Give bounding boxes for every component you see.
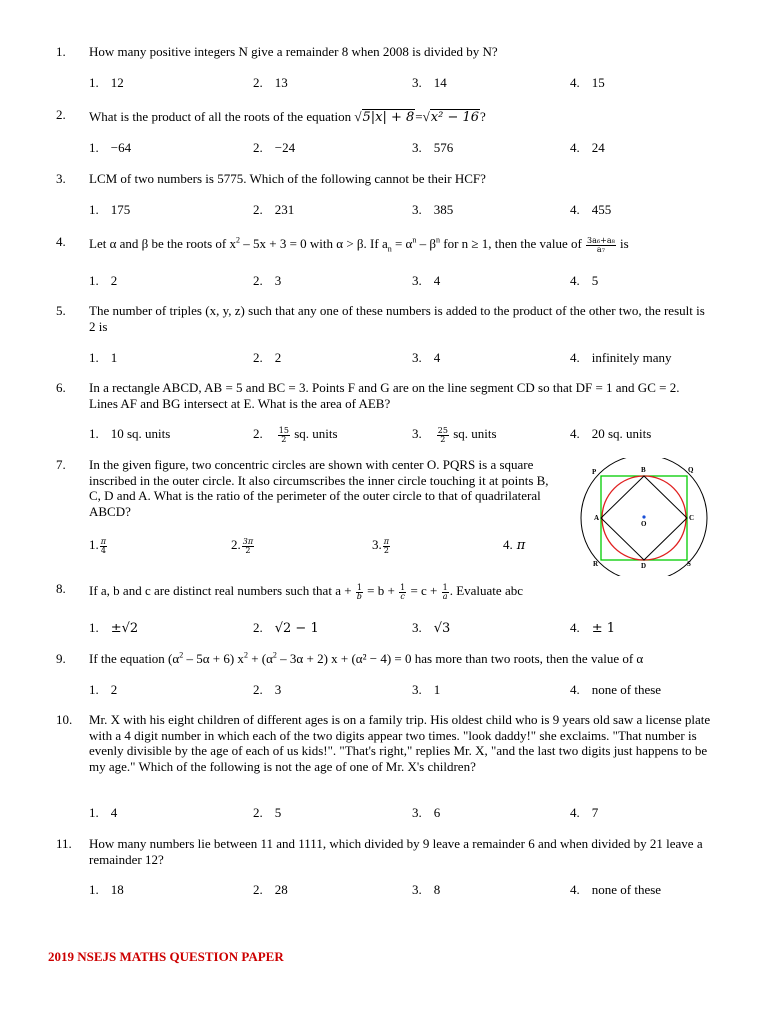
numerator: 1 xyxy=(442,582,448,592)
option-1[interactable] xyxy=(89,682,117,698)
text-part: – β xyxy=(416,236,436,251)
question-text: The number of triples (x, y, z) such that any one of these numbers is added to the product of the other two, the result is 2 is xyxy=(89,303,705,334)
option-number: 4. xyxy=(570,350,580,365)
text-part: Let α and β be the roots of x xyxy=(89,236,236,251)
option-number: 4. xyxy=(570,805,580,820)
option-text: 14 xyxy=(433,75,447,90)
option-text: 7 xyxy=(591,805,599,820)
option-number: 1. xyxy=(89,426,99,441)
question-number: 9. xyxy=(56,651,66,666)
option-1[interactable] xyxy=(89,805,117,821)
denominator: 2 xyxy=(281,434,287,444)
option-3[interactable] xyxy=(412,75,447,91)
option-text: 2 xyxy=(110,273,118,288)
option-4[interactable] xyxy=(570,620,615,637)
fraction xyxy=(242,538,254,555)
question-text-main: What is the product of all the roots of the equation xyxy=(89,109,352,124)
question-number: 2. xyxy=(56,107,66,122)
option-3[interactable] xyxy=(412,805,440,821)
numerator: 3a₆+a₈ xyxy=(587,235,615,245)
option-number: 2. xyxy=(253,273,263,288)
option-4[interactable] xyxy=(570,350,672,366)
concentric-circles-figure xyxy=(579,458,713,576)
question-text: How many numbers lie between 11 and 1111, which divided by 9 leave a remainder 6 and when divided by 21 leave a remainder 12? xyxy=(89,836,703,867)
option-number: 3. xyxy=(412,350,422,365)
option-number: 3. xyxy=(412,202,422,217)
option-text: 10 sq. units xyxy=(110,426,171,441)
option-text: 20 sq. units xyxy=(591,426,652,441)
option-text: 2 xyxy=(110,682,118,697)
option-number: 1. xyxy=(89,75,99,90)
text-part: for n ≥ 1, then the value of xyxy=(440,236,582,251)
option-2[interactable] xyxy=(253,350,281,366)
option-number: 2. xyxy=(253,882,263,897)
option-number: 1. xyxy=(89,805,99,820)
option-text: 576 xyxy=(433,140,454,155)
option-2[interactable] xyxy=(253,805,281,821)
option-number: 2. xyxy=(253,202,263,217)
option-number: 4. xyxy=(570,75,580,90)
radicand-right: x² − 16 xyxy=(430,110,480,125)
option-number: 4. xyxy=(570,882,580,897)
equals-sign: = xyxy=(415,109,423,124)
option-number: 4. xyxy=(570,682,580,697)
unit-text: sq. units xyxy=(294,426,338,441)
option-number: 3. xyxy=(412,882,422,897)
option-number: 1. xyxy=(89,537,99,552)
label-p: P xyxy=(592,468,597,476)
denominator: b xyxy=(356,591,362,601)
option-text: none of these xyxy=(591,882,662,897)
option-number: 1. xyxy=(89,273,99,288)
option-3[interactable] xyxy=(412,140,453,156)
superscript: 2 xyxy=(272,650,277,660)
fraction xyxy=(100,538,107,555)
option-3[interactable] xyxy=(412,882,440,898)
subscript: n xyxy=(387,244,392,254)
option-1[interactable] xyxy=(89,426,170,442)
numerator: 15 xyxy=(278,425,289,435)
option-number: 3. xyxy=(412,805,422,820)
option-number: 3. xyxy=(412,75,422,90)
option-number: 3. xyxy=(412,620,422,635)
option-number: 2. xyxy=(253,140,263,155)
text-part: – 5x + 3 = 0 with α > β. If a xyxy=(240,236,388,251)
question-text: Mr. X with his eight children of different ages is on a family trip. His oldest child who is 9 years old saw a license plate with a 4 digit number in which each of the two digits appear two times. "look daddy!" she exclaims. "That number is evenly divisible by the age of each of us kids!". "That's right," replies Mr. X, "and the last two digits just happens to be my age." Which of the following is not the age of one of Mr. X's children? xyxy=(89,712,711,774)
option-number: 1. xyxy=(89,202,99,217)
question-text: LCM of two numbers is 5775. Which of the following cannot be their HCF? xyxy=(89,171,486,186)
option-text: none of these xyxy=(591,682,662,697)
fraction xyxy=(437,427,449,444)
option-text: 8 xyxy=(433,882,441,897)
question-number: 3. xyxy=(56,171,66,186)
denominator: 2 xyxy=(383,545,389,555)
option-text: 12 xyxy=(110,75,124,90)
question-number: 8. xyxy=(56,581,66,596)
option-4[interactable] xyxy=(570,426,651,442)
label-c: C xyxy=(689,514,695,522)
option-3[interactable] xyxy=(412,273,440,289)
text-part: = α xyxy=(391,236,413,251)
question-text: In a rectangle ABCD, AB = 5 and BC = 3. Points F and G are on the line segment CD so that DF = 1 and GC = 2. Lines AF and BG intersect at E. What is the area of AEB? xyxy=(89,380,680,411)
option-1[interactable] xyxy=(89,75,124,91)
question-text xyxy=(89,236,711,254)
footer-title: 2019 NSEJS MATHS QUESTION PAPER xyxy=(48,949,284,964)
option-text: ±√2 xyxy=(110,621,139,636)
fraction xyxy=(383,538,390,555)
option-1[interactable] xyxy=(89,882,124,898)
option-text: −24 xyxy=(274,140,296,155)
option-3[interactable] xyxy=(412,426,497,444)
option-number: 3. xyxy=(412,426,422,441)
question-text xyxy=(89,651,729,667)
label-b: B xyxy=(641,466,646,474)
center-point-icon xyxy=(642,515,645,518)
option-4[interactable] xyxy=(570,805,598,821)
fraction xyxy=(442,584,449,601)
option-text: 5 xyxy=(274,805,282,820)
question-text xyxy=(89,109,711,126)
option-text: 24 xyxy=(591,140,605,155)
question-text: In the given figure, two concentric circles are shown with center O. PQRS is a square inscribed in the outer circle. It also circumscribes the inner circle touching it at points B, C, D and A. What is the ratio of the perimeter of the outer circle to that of quadrilateral ABCD? xyxy=(89,457,549,519)
option-number: 2. xyxy=(231,537,241,552)
denominator: a₇ xyxy=(596,244,605,254)
option-number: 4. xyxy=(570,202,580,217)
option-2[interactable] xyxy=(253,140,295,156)
numerator: π xyxy=(100,536,107,546)
option-text: 175 xyxy=(110,202,131,217)
text-part: If the equation (α xyxy=(89,651,180,666)
option-2[interactable] xyxy=(253,882,288,898)
text-part: – 5α + 6) x xyxy=(183,651,244,666)
question-text: How many positive integers N give a remainder 8 when 2008 is divided by N? xyxy=(89,44,498,59)
radical-expression: √5|x| + 8 xyxy=(354,109,415,125)
option-number: 4. xyxy=(570,140,580,155)
numerator: 1 xyxy=(356,582,362,592)
option-1[interactable] xyxy=(89,273,117,289)
option-text: 455 xyxy=(591,202,612,217)
text-part: – 3α + 2) x + (α² − 4) = 0 has more than two roots, then the value of α xyxy=(276,651,644,666)
option-4[interactable] xyxy=(570,882,661,898)
numerator: 3π xyxy=(242,536,254,546)
option-number: 4. xyxy=(570,273,580,288)
question-number: 7. xyxy=(56,457,66,472)
option-number: 1. xyxy=(89,620,99,635)
question-number: 10. xyxy=(56,712,73,727)
option-number: 2. xyxy=(253,682,263,697)
option-text: 6 xyxy=(433,805,441,820)
superscript: 2 xyxy=(243,650,248,660)
option-number: 3. xyxy=(412,140,422,155)
radicand-left: 5|x| + 8 xyxy=(362,110,415,125)
option-3[interactable] xyxy=(412,682,440,698)
option-4[interactable] xyxy=(570,75,605,91)
label-a: A xyxy=(594,514,600,522)
option-2[interactable] xyxy=(253,75,288,91)
option-4[interactable] xyxy=(570,140,605,156)
option-text: 1 xyxy=(110,350,118,365)
radical-expression: √x² − 16 xyxy=(422,109,480,125)
fraction xyxy=(356,584,363,601)
option-2[interactable] xyxy=(253,202,294,218)
question-number: 5. xyxy=(56,303,66,318)
option-text: 5 xyxy=(591,273,599,288)
option-text: 385 xyxy=(433,202,454,217)
option-text: ± 1 xyxy=(591,621,616,636)
option-text: 231 xyxy=(274,202,295,217)
option-3[interactable] xyxy=(412,202,453,218)
fraction xyxy=(278,427,290,444)
question-text xyxy=(89,583,711,601)
option-number: 4. xyxy=(503,537,513,552)
text-part: + (α xyxy=(247,651,273,666)
numerator: 25 xyxy=(437,425,448,435)
option-3[interactable] xyxy=(412,620,450,637)
option-4[interactable] xyxy=(503,537,525,554)
option-text: 15 xyxy=(591,75,605,90)
option-text: 3 xyxy=(274,273,282,288)
option-number: 2. xyxy=(253,350,263,365)
option-1[interactable] xyxy=(89,350,117,366)
option-number: 4. xyxy=(570,426,580,441)
unit-text: sq. units xyxy=(453,426,497,441)
option-text: 18 xyxy=(110,882,124,897)
numerator: π xyxy=(383,536,390,546)
label-o: O xyxy=(641,520,647,528)
option-3[interactable] xyxy=(372,537,391,555)
option-text: 2 xyxy=(274,350,282,365)
text-part: = c + xyxy=(410,583,438,598)
text-part: . Evaluate abc xyxy=(449,583,523,598)
denominator: 2 xyxy=(245,545,251,555)
option-2[interactable] xyxy=(231,537,255,555)
text-part: If a, b and c are distinct real numbers such that a + xyxy=(89,583,352,598)
option-2[interactable] xyxy=(253,620,319,637)
option-text: −64 xyxy=(110,140,132,155)
option-1[interactable] xyxy=(89,140,131,156)
fraction xyxy=(399,584,406,601)
option-text: infinitely many xyxy=(591,350,672,365)
option-text: 4 xyxy=(110,805,118,820)
denominator: 2 xyxy=(440,434,446,444)
question-number: 6. xyxy=(56,380,66,395)
option-number: 3. xyxy=(372,537,382,552)
option-number: 1. xyxy=(89,350,99,365)
label-r: R xyxy=(593,560,599,568)
text-part: is xyxy=(620,236,629,251)
option-text: 1 xyxy=(433,682,441,697)
option-4[interactable] xyxy=(570,202,611,218)
option-2[interactable] xyxy=(253,273,281,289)
option-text: 28 xyxy=(274,882,288,897)
option-number: 1. xyxy=(89,682,99,697)
option-number: 2. xyxy=(253,75,263,90)
option-number: 1. xyxy=(89,882,99,897)
option-1[interactable] xyxy=(89,202,130,218)
superscript: 2 xyxy=(179,650,184,660)
option-1[interactable] xyxy=(89,537,108,555)
question-number: 11. xyxy=(56,836,72,851)
denominator: a xyxy=(442,591,448,601)
option-number: 3. xyxy=(412,682,422,697)
option-number: 1. xyxy=(89,140,99,155)
text-part: = b + xyxy=(367,583,395,598)
option-text xyxy=(436,426,497,444)
option-text: √3 xyxy=(433,621,451,636)
question-mark: ? xyxy=(480,109,486,124)
denominator: c xyxy=(400,591,405,601)
option-4[interactable] xyxy=(570,273,598,289)
option-text xyxy=(277,426,338,444)
option-number: 2. xyxy=(253,620,263,635)
option-1[interactable] xyxy=(89,620,138,637)
fraction xyxy=(586,237,616,254)
option-text: 13 xyxy=(274,75,288,90)
option-text: 4 xyxy=(433,350,441,365)
superscript: n xyxy=(412,235,417,245)
option-2[interactable] xyxy=(253,682,281,698)
option-number: 2. xyxy=(253,426,263,441)
option-number: 4. xyxy=(570,620,580,635)
question-number: 1. xyxy=(56,44,66,59)
option-4[interactable] xyxy=(570,682,661,698)
option-text: √2 − 1 xyxy=(274,621,319,636)
option-number: 3. xyxy=(412,273,422,288)
option-number: 2. xyxy=(253,805,263,820)
superscript: n xyxy=(436,235,440,245)
numerator: 1 xyxy=(400,582,406,592)
denominator: 4 xyxy=(100,545,106,555)
option-text: π xyxy=(516,538,526,553)
question-number: 4. xyxy=(56,234,66,249)
option-3[interactable] xyxy=(412,350,440,366)
option-text: 3 xyxy=(274,682,282,697)
label-q: Q xyxy=(688,466,694,474)
option-2[interactable] xyxy=(253,426,338,444)
label-d: D xyxy=(641,562,647,570)
superscript: 2 xyxy=(236,235,240,245)
option-text: 4 xyxy=(433,273,441,288)
label-s: S xyxy=(687,560,691,568)
